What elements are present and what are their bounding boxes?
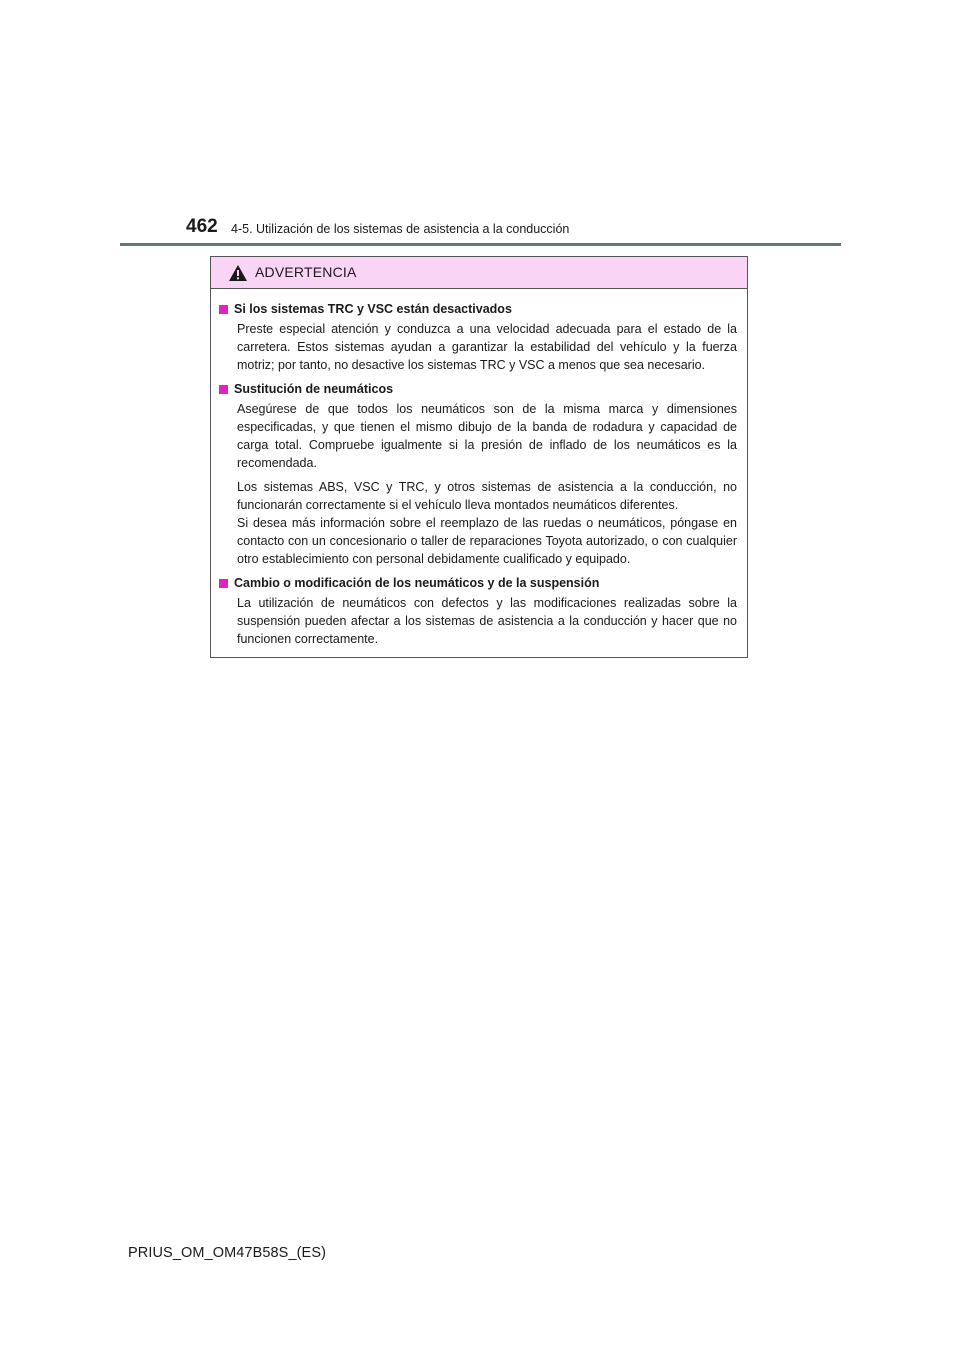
paragraph: La utilización de neumáticos con defectos y las modificaciones realizadas sobre la suspensión pueden afectar a los sistemas de asistencia a la conducción y hacer que no funcionen correctamente. bbox=[237, 596, 737, 646]
section-heading-text: Cambio o modificación de los neumáticos y de la suspensión bbox=[234, 576, 600, 590]
warning-section-trc-vsc bbox=[219, 300, 737, 374]
warning-header bbox=[211, 257, 747, 289]
page-number: 462 bbox=[186, 216, 218, 237]
section-heading bbox=[219, 380, 737, 398]
warning-triangle-icon bbox=[228, 264, 248, 282]
section-heading-text: Si los sistemas TRC y VSC están desactivados bbox=[234, 302, 512, 316]
warning-box bbox=[210, 256, 748, 658]
bullet-square-icon bbox=[219, 385, 228, 394]
document-code: PRIUS_OM_OM47B58S_(ES) bbox=[128, 1245, 327, 1261]
paragraph: Asegúrese de que todos los neumáticos son de la misma marca y dimensiones especificadas, y que tienen el mismo dibujo de la banda de rodadura y capacidad de carga total. Compruebe igualmente si la presión de inflado de los neumáticos es la recomendada. bbox=[237, 402, 737, 470]
paragraph: Los sistemas ABS, VSC y TRC, y otros sistemas de asistencia a la conducción, no funcionarán correctamente si el vehículo lleva montados neumáticos diferentes. bbox=[237, 480, 737, 512]
section-heading bbox=[219, 300, 737, 318]
paragraph: Si desea más información sobre el reemplazo de las ruedas o neumáticos, póngase en contacto con un concesionario o taller de reparaciones Toyota autorizado, o con cualquier otro establecimiento con personal debidamente cualificado y equipado. bbox=[237, 516, 737, 566]
warning-section-tire-suspension-modification bbox=[219, 574, 737, 648]
header-divider bbox=[120, 243, 841, 246]
section-title: 4-5. Utilización de los sistemas de asistencia a la conducción bbox=[231, 222, 570, 236]
section-heading-text: Sustitución de neumáticos bbox=[234, 382, 394, 396]
warning-body bbox=[211, 289, 747, 648]
bullet-square-icon bbox=[219, 305, 228, 314]
warning-title: ADVERTENCIA bbox=[255, 264, 357, 280]
warning-section-tire-replacement bbox=[219, 380, 737, 568]
section-heading bbox=[219, 574, 737, 592]
bullet-square-icon bbox=[219, 579, 228, 588]
paragraph: Preste especial atención y conduzca a una velocidad adecuada para el estado de la carretera. Estos sistemas ayudan a garantizar la estabilidad del vehículo y la fuerza motriz; por tanto, no desactive los sistemas TRC y VSC a menos que sea necesario. bbox=[237, 322, 737, 372]
